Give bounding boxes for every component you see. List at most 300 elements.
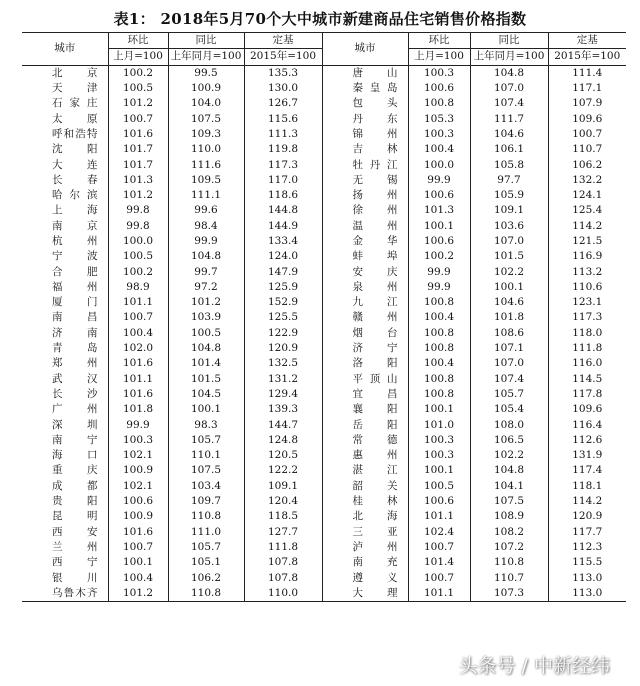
yoy-value: 111.6 [168,157,244,172]
mom-value: 101.2 [108,96,168,111]
city-name: 宜 昌 [322,387,408,402]
city-name: 温 州 [322,219,408,234]
mom-value: 100.4 [408,142,470,157]
fixed-value: 132.5 [244,356,322,371]
city-name: 兰 州 [52,540,98,553]
table-body [22,65,626,601]
yoy-value: 97.7 [470,173,548,188]
city-name: 常 德 [322,433,408,448]
city-name: 哈尔滨 [52,189,98,202]
city-name: 深 圳 [52,418,98,431]
mom-value: 101.3 [408,203,470,218]
fixed-value: 115.5 [548,555,626,570]
mom-value: 100.4 [408,310,470,325]
yoy-value: 105.4 [470,402,548,417]
city-name: 武 汉 [52,372,98,385]
fixed-value: 144.8 [244,203,322,218]
city-name: 牡丹江 [322,157,408,172]
mom-value: 100.1 [408,463,470,478]
fixed-value: 113.2 [548,264,626,279]
fixed-value: 114.2 [548,494,626,509]
city-name: 长 春 [52,173,98,186]
mom-value: 100.2 [408,249,470,264]
mom-value: 100.7 [408,540,470,555]
yoy-value: 108.0 [470,417,548,432]
mom-value: 101.1 [108,372,168,387]
yoy-value: 98.3 [168,417,244,432]
fixed-value: 133.4 [244,234,322,249]
mom-value: 100.4 [408,356,470,371]
city-name: 包 头 [322,96,408,111]
mom-value: 100.3 [408,448,470,463]
fixed-value: 126.7 [244,96,322,111]
fixed-value: 127.7 [244,525,322,540]
yoy-value: 110.7 [470,570,548,585]
city-name: 西 安 [52,525,98,538]
table-row [22,188,626,203]
fixed-value: 107.8 [244,570,322,585]
table-row [22,127,626,142]
city-name: 桂 林 [322,494,408,509]
table-row [22,234,626,249]
yoy-value: 99.9 [168,234,244,249]
fixed-value: 100.7 [548,127,626,142]
fixed-value: 114.5 [548,372,626,387]
table-row [22,479,626,494]
yoy-value: 109.5 [168,173,244,188]
city-name: 蚌 埠 [322,249,408,264]
yoy-value: 104.8 [470,463,548,478]
city-name: 石家庄 [52,97,98,110]
mom-value: 100.8 [408,96,470,111]
yoy-value: 107.1 [470,341,548,356]
city-name: 福 州 [52,280,98,293]
price-index-table [22,32,626,602]
mom-value: 101.0 [408,417,470,432]
city-name: 南 充 [322,555,408,570]
fixed-value: 125.4 [548,203,626,218]
fixed-value: 111.4 [548,65,626,81]
yoy-value: 109.1 [470,203,548,218]
yoy-value: 103.6 [470,219,548,234]
yoy-value: 104.8 [470,65,548,81]
city-name: 上 海 [52,204,98,217]
mom-value: 101.1 [108,295,168,310]
fixed-value: 129.4 [244,387,322,402]
fixed-value: 109.6 [548,402,626,417]
table-row [22,417,626,432]
city-name: 大 连 [52,158,98,171]
yoy-base-right: 上年同月=100 [470,49,548,65]
yoy-value: 100.5 [168,326,244,341]
yoy-value: 99.5 [168,65,244,81]
fixed-value: 144.9 [244,219,322,234]
fixed-value: 118.1 [548,479,626,494]
city-name: 北 京 [52,66,98,79]
fixed-value: 117.3 [244,157,322,172]
mom-value: 101.6 [108,356,168,371]
city-name: 唐 山 [322,65,408,81]
mom-value: 101.7 [108,157,168,172]
fixed-value: 111.8 [548,341,626,356]
yoy-value: 103.9 [168,310,244,325]
table-row [22,555,626,570]
mom-value: 101.3 [108,173,168,188]
city-name: 赣 州 [322,310,408,325]
city-name: 丹 东 [322,111,408,126]
yoy-value: 102.2 [470,264,548,279]
fixed-value: 112.6 [548,433,626,448]
yoy-value: 107.4 [470,96,548,111]
yoy-value: 110.8 [470,555,548,570]
city-name: 扬 州 [322,188,408,203]
fixed-value: 107.9 [548,96,626,111]
table-row [22,586,626,602]
fixed-value: 122.2 [244,463,322,478]
city-name: 南 昌 [52,311,98,324]
yoy-value: 100.1 [168,402,244,417]
yoy-value: 107.3 [470,586,548,602]
table-row [22,280,626,295]
mom-value: 100.6 [408,188,470,203]
fixed-value: 110.6 [548,280,626,295]
mom-value: 100.7 [408,570,470,585]
fixed-value: 116.9 [548,249,626,264]
fixed-value: 131.9 [548,448,626,463]
city-name: 广 州 [52,403,98,416]
fixed-value: 110.0 [244,586,322,602]
yoy-value: 107.0 [470,356,548,371]
table-row [22,372,626,387]
city-name: 九 江 [322,295,408,310]
mom-value: 100.6 [408,234,470,249]
city-name: 洛 阳 [322,356,408,371]
city-name: 成 都 [52,479,98,492]
city-name: 郑 州 [52,357,98,370]
mom-value: 100.1 [108,555,168,570]
mom-value: 101.1 [408,509,470,524]
mom-value: 100.7 [108,111,168,126]
fixed-value: 110.7 [548,142,626,157]
table-row [22,173,626,188]
city-name: 韶 关 [322,479,408,494]
yoy-value: 98.4 [168,219,244,234]
yoy-value: 101.5 [470,249,548,264]
mom-value: 100.7 [108,310,168,325]
yoy-value: 105.8 [470,157,548,172]
city-name: 济 宁 [322,341,408,356]
fixed-header-left: 定基 [244,33,322,49]
fixed-value: 116.0 [548,356,626,371]
fixed-value: 119.8 [244,142,322,157]
mom-value: 101.6 [108,387,168,402]
city-header-right: 城市 [322,33,408,66]
yoy-value: 105.7 [168,433,244,448]
yoy-value: 106.5 [470,433,548,448]
city-name: 三 亚 [322,525,408,540]
table-row [22,249,626,264]
city-name: 厦 门 [52,296,98,309]
fixed-value: 109.6 [548,111,626,126]
yoy-value: 105.7 [470,387,548,402]
fixed-value: 117.4 [548,463,626,478]
fixed-value: 113.0 [548,570,626,585]
yoy-value: 107.0 [470,234,548,249]
yoy-value: 104.6 [470,295,548,310]
yoy-value: 110.8 [168,586,244,602]
city-name: 沈 阳 [52,143,98,156]
mom-value: 101.7 [108,142,168,157]
yoy-value: 100.1 [470,280,548,295]
mom-value: 100.8 [408,326,470,341]
mom-value: 101.1 [408,586,470,602]
fixed-value: 111.8 [244,540,322,555]
mom-value: 100.1 [408,402,470,417]
mom-value: 100.5 [108,81,168,96]
mom-base-left: 上月=100 [108,49,168,65]
mom-value: 100.6 [108,494,168,509]
mom-header-right: 环比 [408,33,470,49]
table-row [22,203,626,218]
fixed-value: 115.6 [244,111,322,126]
city-name: 安 庆 [322,264,408,279]
table-row [22,509,626,524]
yoy-base-left: 上年同月=100 [168,49,244,65]
mom-value: 100.0 [108,234,168,249]
fixed-value: 120.4 [244,494,322,509]
fixed-value: 116.4 [548,417,626,432]
yoy-value: 108.9 [470,509,548,524]
yoy-value: 102.2 [470,448,548,463]
fixed-value: 152.9 [244,295,322,310]
mom-value: 99.9 [408,280,470,295]
city-name: 北 海 [322,509,408,524]
city-name: 大 理 [322,586,408,602]
yoy-value: 109.7 [168,494,244,509]
city-name: 秦皇岛 [322,81,408,96]
mom-value: 100.3 [408,433,470,448]
city-name: 湛 江 [322,463,408,478]
mom-value: 102.1 [108,448,168,463]
fixed-value: 120.9 [244,341,322,356]
city-name: 烟 台 [322,326,408,341]
fixed-value: 135.3 [244,65,322,81]
yoy-header-left: 同比 [168,33,244,49]
yoy-value: 101.8 [470,310,548,325]
fixed-value: 117.1 [548,81,626,96]
mom-value: 101.2 [108,188,168,203]
fixed-value: 124.0 [244,249,322,264]
mom-value: 99.8 [108,219,168,234]
city-name: 乌鲁木齐 [22,586,108,602]
fixed-value: 125.9 [244,280,322,295]
city-name: 平顶山 [322,372,408,387]
yoy-value: 104.6 [470,127,548,142]
mom-value: 100.8 [408,341,470,356]
fixed-base-left: 2015年=100 [244,49,322,65]
table-row [22,387,626,402]
mom-value: 100.8 [408,372,470,387]
page-title: 表1： 2018年5月70个大中城市新建商品住宅销售价格指数 [113,10,527,28]
yoy-value: 107.0 [470,81,548,96]
mom-value: 100.8 [408,295,470,310]
mom-value: 100.5 [408,479,470,494]
city-name: 西 宁 [52,556,98,569]
fixed-value: 122.9 [244,326,322,341]
city-name: 海 口 [52,449,98,462]
yoy-value: 107.5 [470,494,548,509]
table-row [22,310,626,325]
city-header-left: 城市 [22,33,108,66]
table-row [22,540,626,555]
table-row [22,448,626,463]
yoy-value: 108.2 [470,525,548,540]
yoy-value: 109.3 [168,127,244,142]
mom-value: 101.2 [108,586,168,602]
fixed-value: 113.0 [548,586,626,602]
fixed-value: 117.0 [244,173,322,188]
yoy-value: 104.8 [168,341,244,356]
yoy-value: 104.0 [168,96,244,111]
table-row [22,295,626,310]
mom-value: 100.2 [108,264,168,279]
yoy-value: 106.2 [168,570,244,585]
yoy-value: 100.9 [168,81,244,96]
city-name: 合 肥 [52,265,98,278]
fixed-value: 147.9 [244,264,322,279]
fixed-value: 124.8 [244,433,322,448]
yoy-value: 101.4 [168,356,244,371]
mom-value: 100.3 [408,127,470,142]
yoy-value: 105.9 [470,188,548,203]
mom-value: 99.9 [408,264,470,279]
mom-value: 102.1 [108,479,168,494]
fixed-value: 144.7 [244,417,322,432]
watermark: 头条号 / 中新经纬 [458,655,610,677]
mom-value: 99.9 [108,417,168,432]
mom-value: 100.0 [408,157,470,172]
yoy-value: 97.2 [168,280,244,295]
fixed-value: 112.3 [548,540,626,555]
fixed-value: 121.5 [548,234,626,249]
mom-value: 100.1 [408,219,470,234]
mom-value: 101.6 [108,127,168,142]
fixed-value: 109.1 [244,479,322,494]
city-name: 长 沙 [52,387,98,400]
fixed-value: 125.5 [244,310,322,325]
mom-value: 101.6 [108,525,168,540]
mom-value: 100.9 [108,463,168,478]
fixed-value: 132.2 [548,173,626,188]
yoy-value: 111.0 [168,525,244,540]
fixed-value: 117.3 [548,310,626,325]
table-row [22,65,626,81]
yoy-value: 106.1 [470,142,548,157]
city-name: 锦 州 [322,127,408,142]
fixed-value: 114.2 [548,219,626,234]
mom-value: 99.9 [408,173,470,188]
fixed-value: 124.1 [548,188,626,203]
city-name: 济 南 [52,326,98,339]
mom-base-right: 上月=100 [408,49,470,65]
mom-value: 100.6 [408,81,470,96]
fixed-value: 131.2 [244,372,322,387]
city-name: 太 原 [52,112,98,125]
mom-value: 102.0 [108,341,168,356]
city-name: 无 锡 [322,173,408,188]
table-row [22,570,626,585]
yoy-value: 107.4 [470,372,548,387]
yoy-value: 105.1 [168,555,244,570]
yoy-value: 110.0 [168,142,244,157]
fixed-value: 120.9 [548,509,626,524]
table-row [22,264,626,279]
yoy-value: 105.7 [168,540,244,555]
fixed-value: 107.8 [244,555,322,570]
fixed-base-right: 2015年=100 [548,49,626,65]
table-row [22,525,626,540]
mom-value: 98.9 [108,280,168,295]
yoy-value: 108.6 [470,326,548,341]
mom-value: 100.4 [108,570,168,585]
mom-value: 100.3 [108,433,168,448]
city-name: 天 津 [52,82,98,95]
yoy-value: 110.8 [168,509,244,524]
fixed-value: 118.5 [244,509,322,524]
city-name: 岳 阳 [322,417,408,432]
yoy-value: 107.5 [168,463,244,478]
yoy-value: 104.1 [470,479,548,494]
mom-value: 100.7 [108,540,168,555]
yoy-header-right: 同比 [470,33,548,49]
city-name: 徐 州 [322,203,408,218]
mom-value: 100.6 [408,494,470,509]
fixed-value: 139.3 [244,402,322,417]
yoy-value: 107.5 [168,111,244,126]
city-name: 襄 阳 [322,402,408,417]
table-row [22,356,626,371]
fixed-header-right: 定基 [548,33,626,49]
table-row [22,494,626,509]
yoy-value: 103.4 [168,479,244,494]
table-row [22,142,626,157]
city-name: 呼和浩特 [52,127,98,140]
mom-header-left: 环比 [108,33,168,49]
yoy-value: 110.1 [168,448,244,463]
yoy-value: 107.2 [470,540,548,555]
table-row [22,463,626,478]
yoy-value: 101.5 [168,372,244,387]
fixed-value: 117.8 [548,387,626,402]
city-name: 银 川 [52,571,98,584]
yoy-value: 111.7 [470,111,548,126]
yoy-value: 111.1 [168,188,244,203]
city-name: 青 岛 [52,342,98,355]
city-name: 南 京 [52,219,98,232]
fixed-value: 130.0 [244,81,322,96]
city-name: 重 庆 [52,464,98,477]
table-row [22,326,626,341]
mom-value: 101.8 [108,402,168,417]
fixed-value: 118.6 [244,188,322,203]
table-row [22,111,626,126]
table-row [22,341,626,356]
mom-value: 100.4 [108,326,168,341]
city-name: 金 华 [322,234,408,249]
yoy-value: 104.8 [168,249,244,264]
table-row [22,433,626,448]
table-row [22,402,626,417]
